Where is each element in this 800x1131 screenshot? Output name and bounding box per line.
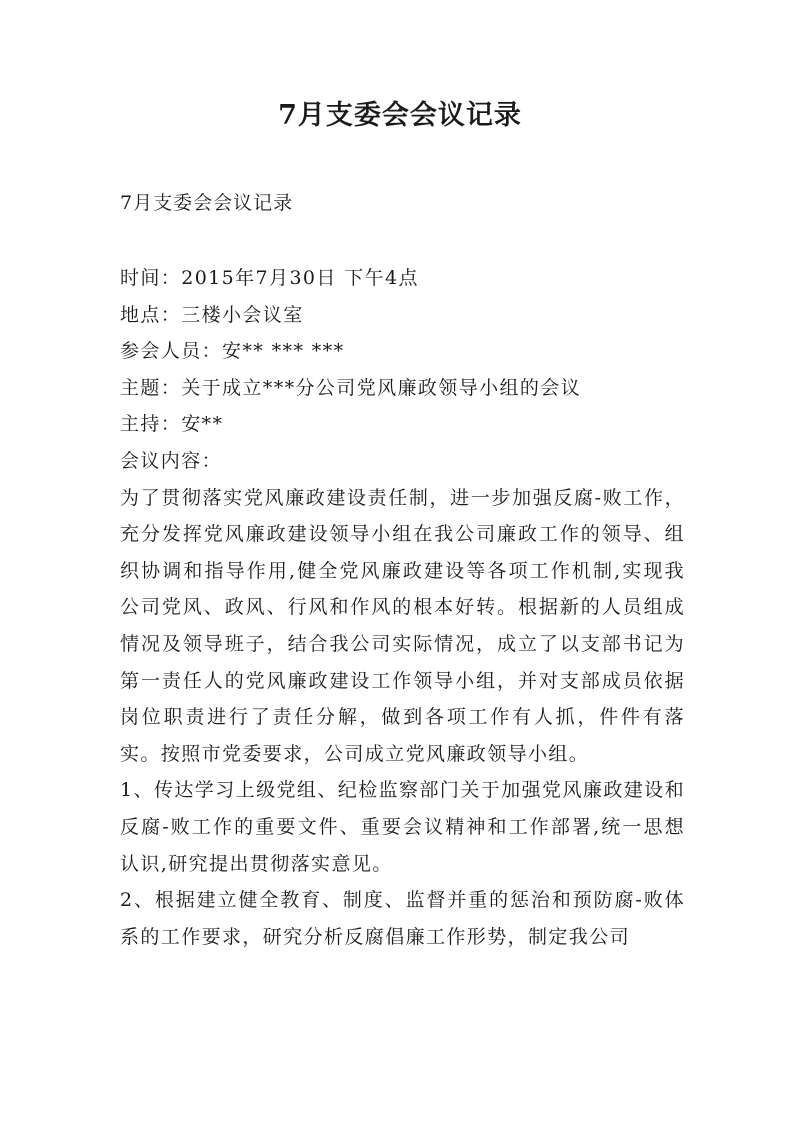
document-subtitle: 7月支委会会议记录	[120, 192, 294, 214]
document-title: 7月支委会会议记录	[278, 100, 522, 131]
body-paragraph: 1、传达学习上级党组、纪检监察部门关于加强党风廉政建设和反腐-败工作的重要文件、重要会议精神和工作部署,统一思想认识,研究提出贯彻落实意见。	[120, 779, 685, 875]
meeting-time: 时间：2015年7月30日 下午4点	[120, 267, 419, 289]
body-paragraph: 为了贯彻落实党风廉政建设责任制，进一步加强反腐-败工作，充分发挥党风廉政建设领导小组在我公司廉政工作的领导、组织协调和指导作用,健全党风廉政建设等各项工作机制,实现我公司党风、政风、行风和作风的根本好转。根据新的人员组成情况及领导班子，结合我公司实际情况，成立了以支部书记为第一责任人的党风廉政建设工作领导小组，并对支部成员依据岗位职责进行了责任分解，做到各项工作有人抓，件件有落实。按照市党委要求，公司成立党风廉政领导小组。	[120, 486, 685, 765]
meeting-topic: 主题：关于成立***分公司党风廉政领导小组的会议	[120, 376, 582, 399]
meeting-host: 主持：安**	[120, 413, 224, 436]
body-paragraph: 2、根据建立健全教育、制度、监督并重的惩治和预防腐-败体系的工作要求，研究分析反腐倡廉工作形势，制定我公司	[120, 889, 685, 948]
document-body	[120, 260, 685, 955]
meeting-place: 地点：三楼小会议室	[120, 303, 304, 326]
meeting-content-label: 会议内容：	[120, 449, 223, 472]
meeting-attendees: 参会人员：安** *** ***	[120, 340, 345, 363]
